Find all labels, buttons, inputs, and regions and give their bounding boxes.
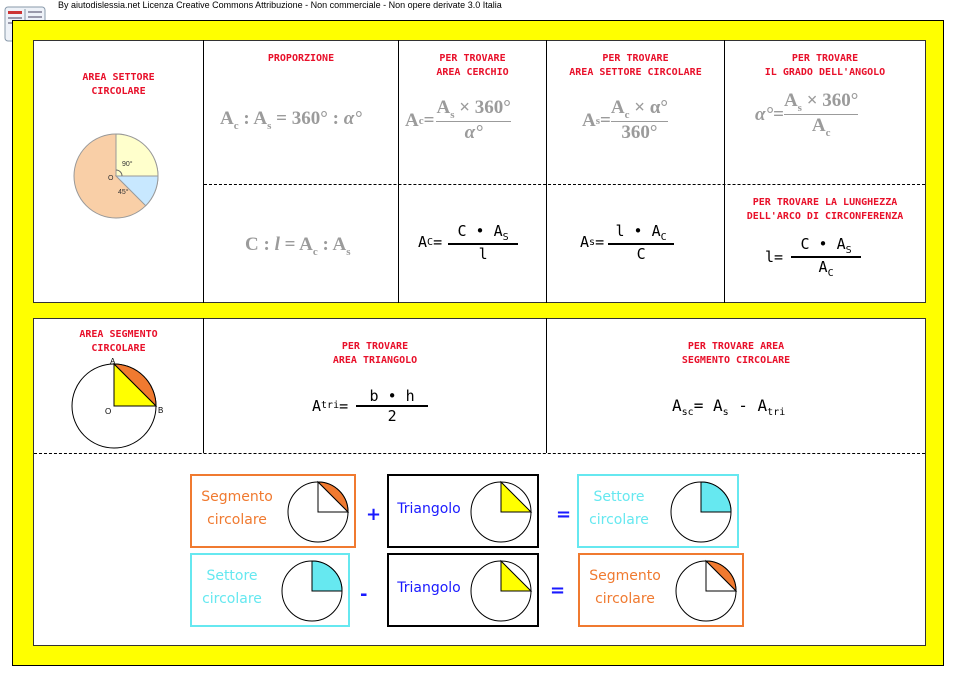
- center-label: O: [108, 175, 114, 182]
- plus-operator: +: [366, 504, 382, 525]
- settore-box: Settore circolare: [190, 553, 350, 627]
- segment-icon: [284, 480, 350, 544]
- segmento-circolare-title: PER TROVARE AREA SEGMENTO CIRCOLARE: [681, 341, 791, 366]
- area-settore-formula: A s = $\frac{A_c \times \alpha^\circ}{360^\circ}$: [582, 97, 668, 144]
- dashed-separator: [34, 453, 925, 454]
- sector-icon: [278, 559, 344, 623]
- triangolo-box: Triangolo: [387, 553, 539, 627]
- sector-circle-diagram: [70, 130, 162, 222]
- area-segmento-title: AREA SEGMENTO CIRCOLARE: [79, 329, 158, 354]
- point-a-label: A: [110, 358, 116, 366]
- lunghezza-formula: l = $\frac{C • A_S}{A_C}$: [765, 235, 861, 279]
- grado-angolo-formula: α° = $\frac{A_s \times 360^\circ}{A_c}$: [755, 90, 859, 140]
- divider: [203, 318, 204, 453]
- area-triangolo-title: PER TROVARE AREA TRIANGOLO: [332, 341, 418, 366]
- as-formula: A s = $\frac{l • A_C}{C}$: [580, 222, 674, 263]
- proporzione-formula: $A_c$ : $A_s = 360^\circ$ : α°: [220, 108, 362, 132]
- equals-operator: =: [556, 504, 572, 525]
- license-text: By aiutodislessia.net Licenza Creative Commons Attribuzione - Non commerciale - Non opere derivate 3.0 Italia: [58, 0, 502, 10]
- sector-icon: [667, 480, 733, 544]
- area-settore-title: AREA SETTORE CIRCOLARE: [82, 72, 155, 97]
- triangle-icon: [467, 559, 533, 623]
- minus-operator: -: [360, 584, 368, 605]
- point-b-label: B: [158, 406, 164, 415]
- segmento-box: Segmento circolare: [578, 553, 744, 627]
- settore-box: Settore circolare: [577, 474, 739, 548]
- ac-formula: A C = $\frac{C • A_S}{l}$: [418, 222, 518, 263]
- triangolo-formula: A tri = $\frac{b • h}{2}$: [312, 387, 428, 425]
- triangolo-box: Triangolo: [387, 474, 539, 548]
- divider: [546, 318, 547, 453]
- lunghezza-arco-title: PER TROVARE LA LUNGHEZZA DELL'ARCO DI CIRCONFERENZA: [746, 197, 904, 222]
- segment-circle-diagram: [70, 358, 170, 450]
- proporzione-title: PROPORZIONE: [267, 53, 335, 64]
- triangle-icon: [467, 480, 533, 544]
- grado-angolo-title: PER TROVARE IL GRADO DELL'ANGOLO: [764, 53, 886, 78]
- dashed-separator: [204, 184, 925, 185]
- proporzione-arco-formula: C : $l = A_c$ : $A_s$: [245, 234, 351, 258]
- segmento-box: Segmento circolare: [190, 474, 356, 548]
- divider: [203, 40, 204, 303]
- point-o-label: O: [105, 407, 112, 416]
- area-cerchio-formula: A c = $\frac{A_s \times 360^\circ}{\alpha^\circ}$: [405, 97, 511, 144]
- segment-icon: [672, 559, 738, 623]
- area-settore-col-title: PER TROVARE AREA SETTORE CIRCOLARE: [569, 53, 702, 78]
- angle-45-label: 45°: [118, 189, 129, 196]
- area-cerchio-title: PER TROVARE AREA CERCHIO: [436, 53, 509, 78]
- angle-90-label: 90°: [122, 161, 133, 168]
- equals-operator: =: [550, 580, 566, 601]
- segmento-formula: $A_{sc}= A_s - A_{tri}$: [672, 396, 786, 419]
